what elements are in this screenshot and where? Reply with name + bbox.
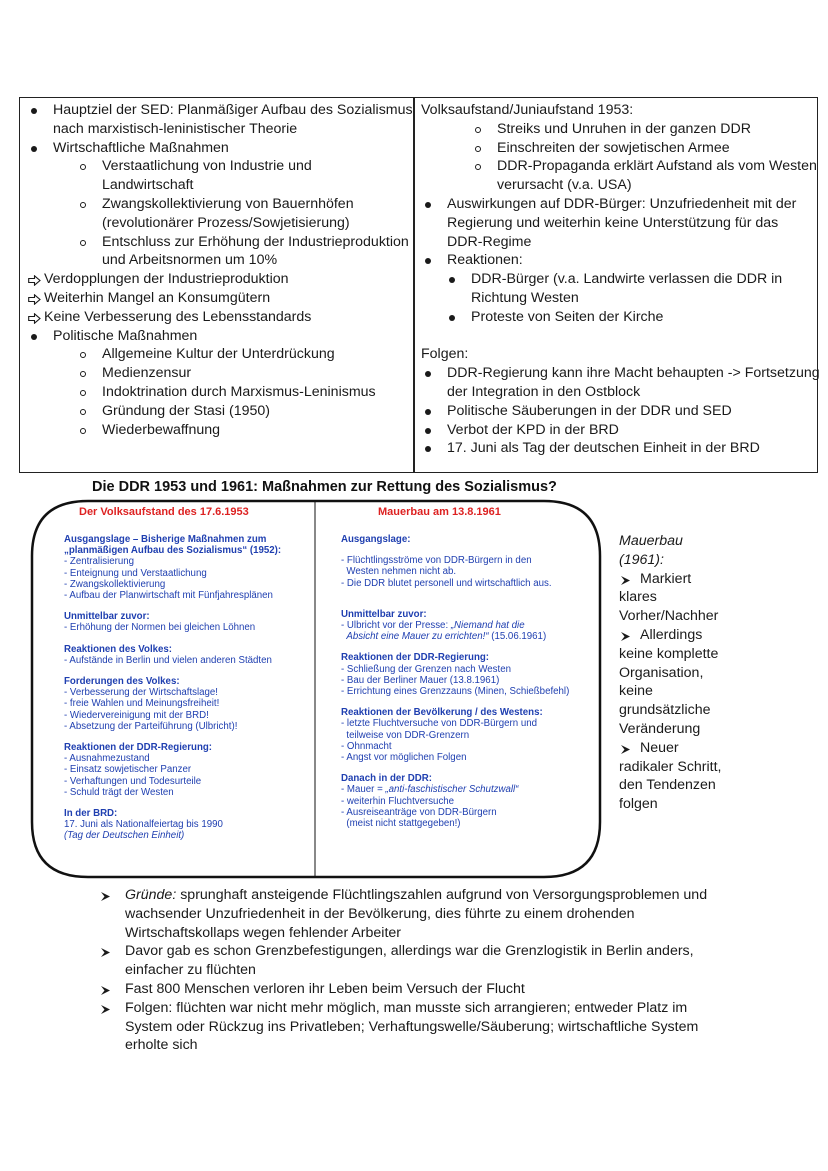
right-pane-content <box>341 534 569 829</box>
side-note-text: Neuer <box>640 739 679 756</box>
list-text: Allgemeine Kultur der Unterdrückung <box>102 346 335 363</box>
circle-bullet-icon <box>80 240 86 246</box>
bottom-list-text <box>125 980 525 999</box>
list-line <box>26 327 411 346</box>
figure-line: (meist nicht stattgegeben!) <box>341 818 461 830</box>
circle-bullet-icon <box>475 164 481 170</box>
figure-line: - Verhaftungen und Todesurteile <box>64 775 202 787</box>
list-line <box>26 176 411 195</box>
list-line <box>421 308 816 327</box>
list-text: Gründung der Stasi (1950) <box>102 402 270 419</box>
list-line <box>26 308 411 327</box>
bullet-icon <box>425 409 431 415</box>
list-text: Wirtschaftliche Maßnahmen <box>53 139 229 156</box>
bottom-list-text <box>125 942 694 961</box>
figure-line: - freie Wahlen und Meinungsfreiheit! <box>64 698 220 710</box>
arrowhead-bullet-icon <box>100 945 111 964</box>
side-note-line <box>619 795 683 814</box>
bottom-list-text <box>125 924 401 943</box>
bottom-list-text <box>125 1036 198 1055</box>
list-line <box>26 364 411 383</box>
spacer <box>341 545 569 555</box>
circle-bullet-icon <box>475 127 481 133</box>
side-note-line <box>619 758 722 777</box>
bottom-list-line-text: einfacher zu flüchten <box>125 962 256 979</box>
circle-bullet-icon <box>80 409 86 415</box>
list-text: Zwangskollektivierung von Bauernhöfen <box>102 195 354 212</box>
list-line <box>26 120 411 139</box>
side-note-line <box>619 626 703 645</box>
circle-bullet-icon <box>80 352 86 358</box>
list-text: Landwirtschaft <box>102 177 194 194</box>
bottom-list-text <box>125 1018 698 1037</box>
list-line <box>421 364 820 383</box>
circle-bullet-icon <box>80 390 86 396</box>
figure-line: - Zentralisierung <box>64 556 134 568</box>
list-line <box>421 383 816 402</box>
left-pane-content <box>64 534 281 842</box>
list-text: Weiterhin Mangel an Konsumgütern <box>44 289 271 306</box>
list-line <box>421 157 816 176</box>
list-line <box>421 402 816 421</box>
list-text: Reaktionen: <box>447 252 523 269</box>
side-note-text: Organisation, <box>619 664 704 681</box>
list-text: DDR-Regierung kann ihre Macht behaupten -> Fortsetzung <box>447 365 820 382</box>
side-note-text: keine <box>619 683 653 700</box>
spacer <box>341 697 569 707</box>
figure-line: - Verbesserung der Wirtschaftslage! <box>64 687 218 699</box>
bottom-list-text <box>125 886 707 905</box>
list-text: und Arbeitsnormen um 10% <box>102 252 278 269</box>
side-note-year: (1961): <box>619 551 664 568</box>
list-line <box>26 421 411 440</box>
right-pane-header: Mauerbau am 13.8.1961 <box>378 506 501 518</box>
list-line <box>421 421 816 440</box>
spacer <box>64 666 281 676</box>
figure-line: - Erhöhung der Normen bei gleichen Löhnen <box>64 622 256 634</box>
figure-line: - Mauer = „anti-faschistischer Schutzwall“ <box>341 784 519 796</box>
list-line <box>26 157 411 176</box>
side-note-line <box>619 776 716 795</box>
arrowhead-bullet-icon <box>100 1002 111 1021</box>
arrowhead-bullet-icon <box>100 983 111 1002</box>
side-note-text: grundsätzliche <box>619 702 711 719</box>
spacer <box>341 599 569 609</box>
bullet-icon <box>425 446 431 452</box>
bottom-list-line-text: Wirtschaftskollaps wegen fehlender Arbeiter <box>125 924 402 941</box>
figure-line: 17. Juni als Nationalfeiertag bis 1990 <box>64 819 223 831</box>
spacer <box>64 601 281 611</box>
side-note <box>619 532 722 814</box>
list-line <box>421 139 816 158</box>
spacer <box>341 589 569 599</box>
table-left-column <box>26 101 411 439</box>
circle-bullet-icon <box>80 371 86 377</box>
list-text: der Integration in den Ostblock <box>447 383 641 400</box>
bottom-list-line-text: Fast 800 Menschen verloren ihr Leben beim Versuch der Flucht <box>125 980 525 997</box>
list-text: (revolutionärer Prozess/Sowjetisierung) <box>102 214 350 231</box>
list-line <box>26 195 411 214</box>
list-text: Verdopplungen der Industrieproduktion <box>44 271 289 288</box>
figure-line: - Ausnahmezustand <box>64 753 150 765</box>
list-text: DDR-Bürger (v.a. Landwirte verlassen die DDR in <box>471 271 783 288</box>
list-line <box>26 214 411 233</box>
side-note-text: Vorher/Nachher <box>619 608 719 625</box>
list-line <box>421 289 816 308</box>
bottom-list-line-text: System oder Rückzug ins Privatleben; Verhaftungswelle/Säuberung; wirtschaftliche System <box>125 1018 699 1035</box>
bottom-list-text <box>125 961 256 980</box>
figure-title: Die DDR 1953 und 1961: Maßnahmen zur Rettung des Sozialismus? <box>92 479 557 495</box>
list-line <box>421 195 816 214</box>
figure-line: - Ulbricht vor der Presse: „Niemand hat die <box>341 620 525 632</box>
list-line <box>421 120 816 139</box>
figure-line: Reaktionen der DDR-Regierung: <box>64 742 213 754</box>
figure-line: - Angst vor möglichen Folgen <box>341 752 467 764</box>
list-line <box>421 101 816 120</box>
list-text: Regierung und weiterhin keine Unterstützung für das <box>447 214 779 231</box>
spacer <box>341 642 569 652</box>
bullet-icon <box>31 146 37 152</box>
side-note-text: den Tendenzen <box>619 777 716 794</box>
figure-line: Ausgangslage – Bisherige Maßnahmen zum <box>64 534 267 545</box>
list-text: nach marxistisch-leninistischer Theorie <box>53 120 298 137</box>
side-note-line <box>619 607 719 626</box>
list-text: Politische Säuberungen in der DDR und SED <box>447 402 732 419</box>
bottom-list-line-text: wachsender Unzufriedenheit in der Bevölkerung, dies führte zu einem drohenden <box>125 905 635 922</box>
bottom-list-text <box>125 905 635 924</box>
list-text: Folgen: <box>421 346 469 363</box>
circle-bullet-icon <box>80 428 86 434</box>
figure-line: - Die DDR blutet personell und wirtschaftlich aus. <box>341 577 552 589</box>
figure-line: - Aufbau der Planwirtschaft mit Fünfjahresplänen <box>64 590 273 602</box>
bullet-icon <box>425 258 431 264</box>
list-text: Streiks und Unruhen in der ganzen DDR <box>497 120 751 137</box>
figure-line: - Bau der Berliner Mauer (13.8.1961) <box>341 674 500 686</box>
list-text: DDR-Regime <box>447 233 532 250</box>
figure-line: - Einsatz sowjetischer Panzer <box>64 764 192 776</box>
list-line <box>421 251 816 270</box>
side-note-line <box>619 588 683 607</box>
figure-line: - weiterhin Fluchtversuche <box>341 795 455 807</box>
list-line <box>421 439 816 458</box>
bottom-list-line-text: sprunghaft ansteigende Flüchtlingszahlen aufgrund von Versorgungsproblemen und <box>176 887 708 903</box>
figure-line: Reaktionen der Bevölkerung / des Westens: <box>341 707 543 719</box>
list-line <box>26 402 411 421</box>
list-text: Entschluss zur Erhöhung der Industrieproduktion <box>102 233 409 250</box>
side-note-line <box>619 664 704 683</box>
figure-line: - Schuld trägt der Westen <box>64 786 174 798</box>
figure-line: - Errichtung eines Grenzzauns (Minen, Schießbefehl) <box>341 686 570 698</box>
spacer <box>64 634 281 644</box>
bottom-list-label: Gründe: <box>125 887 177 903</box>
bottom-list-line-text: Davor gab es schon Grenzbefestigungen, allerdings war die Grenzlogistik in Berlin anders, <box>125 943 694 960</box>
side-note-text: klares <box>619 589 657 606</box>
figure-line: Reaktionen der DDR-Regierung: <box>341 652 490 664</box>
side-note-text: Allerdings <box>640 626 703 643</box>
side-note-text: radikaler Schritt, <box>619 758 722 775</box>
figure-line: - Wiedervereinigung mit der BRD! <box>64 709 209 721</box>
figure-line: Ausgangslage: <box>341 534 411 545</box>
list-line <box>421 345 816 364</box>
left-pane-header: Der Volksaufstand des 17.6.1953 <box>79 506 249 518</box>
side-note-title: Mauerbau <box>619 533 683 549</box>
figure-line: - Enteignung und Verstaatlichung <box>64 567 207 579</box>
list-text: verursacht (v.a. USA) <box>497 177 632 194</box>
side-note-text: Markiert <box>640 570 692 587</box>
list-text: 17. Juni als Tag der deutschen Einheit in der BRD <box>447 440 760 457</box>
list-line <box>421 214 816 233</box>
bullet-icon <box>425 428 431 434</box>
arrowhead-bullet-icon <box>100 889 111 908</box>
list-text: Verstaatlichung von Industrie und <box>102 158 312 175</box>
bullet-icon <box>31 108 37 114</box>
bullet-icon <box>31 334 37 340</box>
spacer <box>64 732 281 742</box>
bullet-icon <box>425 202 431 208</box>
list-line <box>421 176 816 195</box>
side-note-text: keine komplette <box>619 645 719 662</box>
side-note-line <box>619 682 683 701</box>
circle-bullet-icon <box>475 146 481 152</box>
list-line <box>421 233 816 252</box>
side-note-line <box>619 701 711 720</box>
list-line <box>26 289 411 308</box>
list-text: Medienzensur <box>102 365 192 382</box>
list-line <box>26 345 411 364</box>
figure-line: Danach in der DDR: <box>341 773 432 785</box>
figure-line: teilweise von DDR-Grenzern <box>341 729 470 741</box>
figure-line: (Tag der Deutschen Einheit) <box>64 830 185 842</box>
figure-line: Forderungen des Volkes: <box>64 676 180 688</box>
figure-line: - Ohnmacht <box>341 740 392 752</box>
side-note-text: Veränderung <box>619 720 701 737</box>
figure-line: Unmittelbar zuvor: <box>341 608 427 620</box>
figure-line: - Flüchtlingsströme von DDR-Bürgern in den <box>341 555 532 567</box>
figure-line: Absicht eine Mauer zu errichten!“ (15.06.1961) <box>346 631 547 643</box>
bullet-icon <box>449 277 455 283</box>
side-note-line <box>619 570 692 589</box>
list-line <box>26 139 411 158</box>
bullet-icon <box>425 371 431 377</box>
list-line <box>421 327 816 346</box>
figure-line: Unmittelbar zuvor: <box>64 611 150 623</box>
list-line <box>26 270 411 289</box>
figure-line: - Ausreiseanträge von DDR-Bürgern <box>341 806 497 818</box>
list-line <box>26 251 411 270</box>
list-text: Volksaufstand/Juniaufstand 1953: <box>421 102 634 118</box>
list-text: Politische Maßnahmen <box>53 327 198 344</box>
side-note-line <box>619 739 683 758</box>
figure-line: „planmäßigen Aufbau des Sozialismus“ (1952): <box>64 545 282 557</box>
list-text: Verbot der KPD in der BRD <box>447 421 619 438</box>
spacer <box>341 763 569 773</box>
list-text: Hauptziel der SED: Planmäßiger Aufbau des Sozialismus <box>53 102 413 118</box>
list-line <box>26 101 411 120</box>
side-note-text: folgen <box>619 796 658 813</box>
figure-line: - letzte Fluchtversuche von DDR-Bürgern und <box>341 718 537 730</box>
list-line <box>26 383 411 402</box>
figure-line: Reaktionen des Volkes: <box>64 643 173 655</box>
bottom-list-line-text: Folgen: flüchten war nicht mehr möglich, man musste sich arrangieren; entweder Platz im <box>125 999 688 1016</box>
table-right-column <box>421 101 820 458</box>
list-text: Wiederbewaffnung <box>102 421 221 438</box>
circle-bullet-icon <box>80 164 86 170</box>
figure-line: - Schließung der Grenzen nach Westen <box>341 663 511 675</box>
list-line <box>26 233 411 252</box>
figure-line: Westen nehmen nicht ab. <box>341 566 457 578</box>
list-text: Proteste von Seiten der Kirche <box>471 308 664 325</box>
bottom-list-line-text: erholte sich <box>125 1037 198 1054</box>
list-text: Auswirkungen auf DDR-Bürger: Unzufriedenheit mit der <box>447 195 797 212</box>
list-text: DDR-Propaganda erklärt Aufstand als vom Westen <box>497 158 817 175</box>
list-text: Keine Verbesserung des Lebensstandards <box>44 308 312 325</box>
figure-line: - Aufstände in Berlin und vielen anderen Städten <box>64 654 272 666</box>
list-line <box>421 270 816 289</box>
bullet-icon <box>449 315 455 321</box>
circle-bullet-icon <box>80 202 86 208</box>
side-note-line <box>619 645 719 664</box>
figure-line: In der BRD: <box>64 808 118 820</box>
table-divider <box>413 97 415 473</box>
spacer <box>64 798 281 808</box>
figure-line: - Absetzung der Parteiführung (Ulbricht)! <box>64 720 238 732</box>
list-text: Richtung Westen <box>471 289 579 306</box>
figure-line: - Zwangskollektivierung <box>64 578 166 590</box>
side-note-line <box>619 720 701 739</box>
list-text: Indoktrination durch Marxismus-Leninismus <box>102 383 376 400</box>
list-text: Einschreiten der sowjetischen Armee <box>497 139 730 156</box>
bottom-list-text <box>125 999 687 1018</box>
